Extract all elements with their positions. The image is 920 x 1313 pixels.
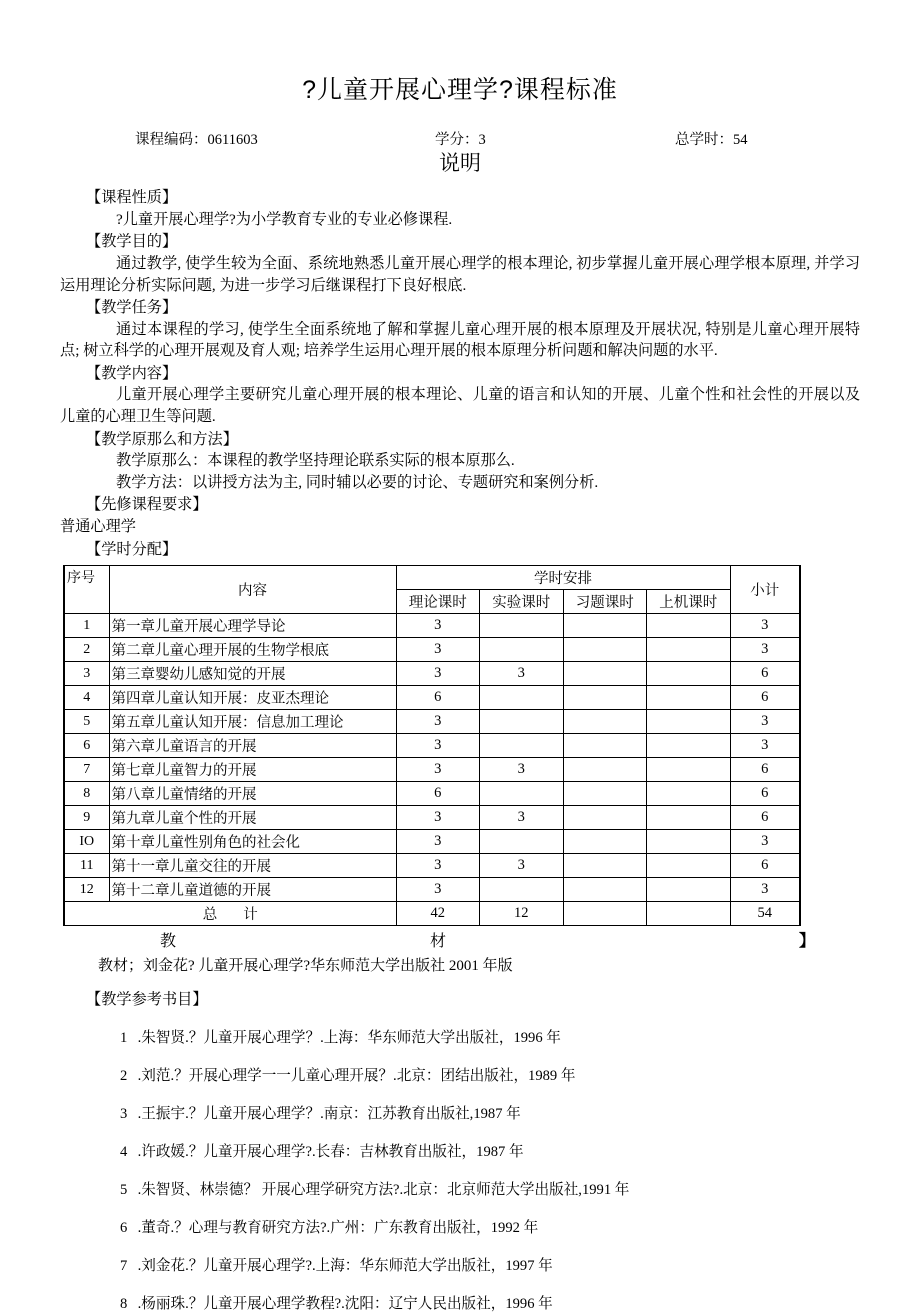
- row-experiment: [480, 614, 564, 638]
- textbook-spread-a: 教: [160, 933, 177, 951]
- row-topic: 第九章儿童个性的开展: [109, 806, 396, 830]
- row-theory: 3: [396, 758, 480, 782]
- row-computer: [647, 758, 731, 782]
- table-row: [64, 686, 800, 710]
- row-experiment: 3: [480, 758, 564, 782]
- course-credits: 学分：3: [435, 132, 486, 148]
- row-theory: 6: [396, 686, 480, 710]
- row-exercise: [563, 638, 647, 662]
- reference-item: [60, 1254, 860, 1275]
- row-exercise: [563, 830, 647, 854]
- th-exercise-hours: 习题课时: [563, 590, 647, 614]
- reference-number: 2: [120, 1068, 128, 1085]
- row-computer: [647, 878, 731, 902]
- row-computer: [647, 806, 731, 830]
- reference-number: 5: [120, 1182, 128, 1199]
- table-row: [64, 614, 800, 638]
- table-row: [64, 710, 800, 734]
- row-subtotal: 6: [730, 686, 800, 710]
- row-computer: [647, 638, 731, 662]
- textbook-citation: 教材；刘金花? 儿童开展心理学?华东师范大学出版社 2001 年版: [98, 958, 513, 975]
- row-topic: 第八章儿童情绪的开展: [109, 782, 396, 806]
- heading-prerequisite: 【先修课程要求】: [86, 496, 208, 514]
- text-teaching-method: 教学方法：以讲授方法为主, 同时辅以必要的讨论、专题研究和案例分析.: [116, 473, 599, 491]
- course-total-hours: 总学时：54: [675, 132, 748, 148]
- row-subtotal: 3: [730, 638, 800, 662]
- textbook-spread-c: 】: [798, 933, 815, 951]
- row-experiment: 3: [480, 854, 564, 878]
- reference-number: 7: [120, 1258, 128, 1275]
- row-computer: [647, 830, 731, 854]
- course-code: 课程编码：0611603: [135, 132, 258, 148]
- row-topic: 第三章婴幼儿感知觉的开展: [109, 662, 396, 686]
- reference-text: .王振宇.？儿童开展心理学？.南京：江苏教育出版社,1987 年: [137, 1106, 521, 1123]
- row-topic: 第六章儿童语言的开展: [109, 734, 396, 758]
- reference-item: [60, 1140, 860, 1161]
- table-row: [64, 830, 800, 854]
- heading-teaching-content: 【教学内容】: [86, 364, 178, 382]
- row-no: 8: [64, 782, 109, 806]
- total-experiment: 12: [480, 902, 564, 926]
- table-row: [64, 734, 800, 758]
- row-subtotal: 3: [730, 734, 800, 758]
- row-topic: 第一章儿童开展心理学导论: [109, 614, 396, 638]
- reference-item: [60, 1178, 860, 1199]
- reference-text: .刘金花.？儿童开展心理学?.上海：华东师范大学出版社，1997 年: [137, 1258, 553, 1275]
- row-no: 11: [64, 854, 109, 878]
- reference-text: .许政媛.？儿童开展心理学?.长春：吉林教育出版社，1987 年: [137, 1144, 524, 1161]
- row-exercise: [563, 806, 647, 830]
- reference-list: [60, 1026, 860, 1313]
- th-content: 内容: [109, 566, 396, 614]
- row-theory: 3: [396, 638, 480, 662]
- row-subtotal: 3: [730, 878, 800, 902]
- reference-item: [60, 1216, 860, 1237]
- heading-teaching-task: 【教学任务】: [86, 299, 178, 317]
- th-theory-hours: 理论课时: [396, 590, 480, 614]
- th-no: 序号: [64, 566, 109, 614]
- row-experiment: 3: [480, 806, 564, 830]
- row-theory: 3: [396, 614, 480, 638]
- row-no: 3: [64, 662, 109, 686]
- reference-number: 6: [120, 1220, 128, 1237]
- row-experiment: [480, 638, 564, 662]
- total-theory: 42: [396, 902, 480, 926]
- row-topic: 第十二章儿童道德的开展: [109, 878, 396, 902]
- heading-references: 【教学参考书目】: [86, 991, 208, 1009]
- document-body: [60, 187, 860, 560]
- row-topic: 第五章儿童认知开展：信息加工理论: [109, 710, 396, 734]
- row-exercise: [563, 782, 647, 806]
- row-experiment: [480, 782, 564, 806]
- table-footer: [64, 902, 800, 926]
- reference-item: [60, 1064, 860, 1085]
- reference-text: .杨丽珠.？儿童开展心理学教程?.沈阳：辽宁人民出版社，1996 年: [137, 1296, 553, 1313]
- row-exercise: [563, 662, 647, 686]
- row-theory: 3: [396, 830, 480, 854]
- total-subtotal: 54: [730, 902, 800, 926]
- row-subtotal: 6: [730, 782, 800, 806]
- row-theory: 3: [396, 662, 480, 686]
- reference-number: 4: [120, 1144, 128, 1161]
- row-topic: 第十一章儿童交往的开展: [109, 854, 396, 878]
- total-label-cell: [64, 902, 396, 926]
- text-teaching-principle: 教学原那么：本课程的教学坚持理论联系实际的根本原那么.: [116, 452, 515, 470]
- row-no: 5: [64, 710, 109, 734]
- table-header-row-1: [64, 566, 800, 590]
- row-exercise: [563, 854, 647, 878]
- row-exercise: [563, 614, 647, 638]
- row-computer: [647, 734, 731, 758]
- row-topic: 第七章儿童智力的开展: [109, 758, 396, 782]
- row-computer: [647, 686, 731, 710]
- textbook-spread-b: 材: [430, 933, 447, 951]
- table-row: [64, 806, 800, 830]
- heading-teaching-purpose: 【教学目的】: [86, 233, 178, 251]
- row-topic: 第四章儿童认知开展：皮亚杰理论: [109, 686, 396, 710]
- row-subtotal: 3: [730, 614, 800, 638]
- row-no: 4: [64, 686, 109, 710]
- row-subtotal: 6: [730, 854, 800, 878]
- total-label-b: 计: [243, 907, 258, 924]
- table-row: [64, 878, 800, 902]
- text-teaching-content: 儿童开展心理学主要研究儿童心理开展的根本理论、儿童的语言和认知的开展、儿童个性和社会性的开展以及儿童的心理卫生等问题.: [60, 386, 860, 426]
- reference-item: [60, 1292, 860, 1313]
- row-computer: [647, 710, 731, 734]
- row-subtotal: 6: [730, 806, 800, 830]
- row-exercise: [563, 686, 647, 710]
- text-prerequisite: 普通心理学: [60, 517, 136, 535]
- th-computer-hours: 上机课时: [647, 590, 731, 614]
- table-row: [64, 638, 800, 662]
- page-title: ?儿童开展心理学?课程标准: [302, 76, 618, 104]
- reference-text: .刘范.？开展心理学一一儿童心理开展？.北京：团结出版社，1989 年: [137, 1068, 576, 1085]
- row-experiment: [480, 878, 564, 902]
- text-teaching-task: 通过本课程的学习, 使学生全面系统地了解和掌握儿童心理开展的根本原理及开展状况, 特别是儿童心理开展特点; 树立科学的心理开展观及育人观; 培养学生运用心理开展的根本原理分析问题和解决问题的水平.: [60, 320, 860, 360]
- hours-allocation-table: [63, 565, 801, 926]
- row-exercise: [563, 710, 647, 734]
- row-theory: 6: [396, 782, 480, 806]
- course-meta-row: [60, 128, 860, 149]
- total-label-a: 总: [202, 907, 218, 924]
- table-row: [64, 662, 800, 686]
- row-experiment: [480, 734, 564, 758]
- total-computer: [647, 902, 731, 926]
- table-row: [64, 782, 800, 806]
- row-subtotal: 6: [730, 758, 800, 782]
- row-experiment: 3: [480, 662, 564, 686]
- row-no: 2: [64, 638, 109, 662]
- heading-teaching-principles: 【教学原那么和方法】: [86, 430, 238, 448]
- total-exercise: [563, 902, 647, 926]
- row-no: IO: [64, 830, 109, 854]
- section-heading-shuoming: 说明: [439, 152, 481, 175]
- table-row: [64, 758, 800, 782]
- row-subtotal: 3: [730, 710, 800, 734]
- reference-number: 1: [120, 1030, 128, 1047]
- row-no: 1: [64, 614, 109, 638]
- table-row: [64, 854, 800, 878]
- row-subtotal: 6: [730, 662, 800, 686]
- row-exercise: [563, 758, 647, 782]
- reference-text: .朱智贤、林崇德？ 开展心理学研究方法?.北京：北京师范大学出版社,1991 年: [137, 1182, 630, 1199]
- reference-text: .朱智贤.？儿童开展心理学？.上海：华东师范大学出版社，1996 年: [137, 1030, 561, 1047]
- row-no: 9: [64, 806, 109, 830]
- row-computer: [647, 782, 731, 806]
- heading-hours-allocation: 【学时分配】: [86, 540, 178, 558]
- th-experiment-hours: 实验课时: [480, 590, 564, 614]
- reference-item: [60, 1026, 860, 1047]
- reference-text: .董奇.？心理与教育研究方法?.广州：广东教育出版社，1992 年: [137, 1220, 539, 1237]
- row-subtotal: 3: [730, 830, 800, 854]
- textbook-spread-line: [60, 928, 860, 951]
- row-experiment: [480, 830, 564, 854]
- row-theory: 3: [396, 878, 480, 902]
- heading-course-nature: 【课程性质】: [86, 189, 178, 207]
- reference-number: 3: [120, 1106, 128, 1123]
- row-topic: 第十章儿童性别角色的社会化: [109, 830, 396, 854]
- row-no: 7: [64, 758, 109, 782]
- row-topic: 第二章儿童心理开展的生物学根底: [109, 638, 396, 662]
- reference-item: [60, 1102, 860, 1123]
- row-computer: [647, 662, 731, 686]
- row-theory: 3: [396, 806, 480, 830]
- row-theory: 3: [396, 734, 480, 758]
- text-course-nature: ?儿童开展心理学?为小学教育专业的专业必修课程.: [116, 210, 453, 228]
- row-theory: 3: [396, 710, 480, 734]
- row-no: 6: [64, 734, 109, 758]
- table-header: [64, 566, 800, 614]
- row-theory: 3: [396, 854, 480, 878]
- row-exercise: [563, 734, 647, 758]
- row-experiment: [480, 686, 564, 710]
- th-arrangement: 学时安排: [396, 566, 730, 590]
- th-subtotal: 小计: [730, 566, 800, 614]
- row-exercise: [563, 878, 647, 902]
- row-experiment: [480, 710, 564, 734]
- row-computer: [647, 854, 731, 878]
- table-total-row: [64, 902, 800, 926]
- text-teaching-purpose: 通过教学, 使学生较为全面、系统地熟悉儿童开展心理学的根本理论, 初步掌握儿童开展心理学根本原理, 并学习运用理论分析实际问题, 为进一步学习后继课程打下良好根底.: [60, 254, 860, 294]
- table-body: [64, 614, 800, 902]
- row-computer: [647, 614, 731, 638]
- row-no: 12: [64, 878, 109, 902]
- reference-number: 8: [120, 1296, 128, 1313]
